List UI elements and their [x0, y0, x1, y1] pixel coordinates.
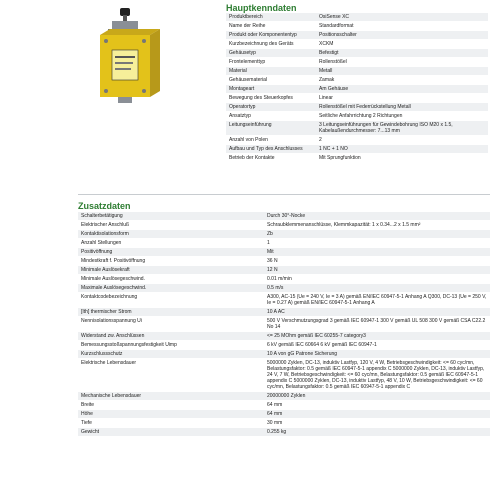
- table-row: [78, 332, 490, 341]
- spec-label: Operatortyp: [226, 103, 316, 112]
- spec-label: Material: [226, 67, 316, 76]
- table-row: [226, 31, 488, 40]
- table-row: [226, 85, 488, 94]
- spec-label: Kontaktisolationsform: [78, 230, 264, 239]
- spec-value: 0.01 m/min: [264, 275, 490, 284]
- spec-value: 500 V Verschmutzungsgrad 3 gemäß IEC 60947-1 300 V gemäß UL 508 300 V gemäß CSA C22.2 No 14: [264, 317, 490, 332]
- spec-label: Bemessungsstoßspannungsfestigkeit Uimp: [78, 341, 264, 350]
- position-switch-product-image: [60, 6, 170, 116]
- spec-label: Höhe: [78, 410, 264, 419]
- spec-label: Produktbereich: [226, 13, 316, 22]
- table-row: [78, 230, 490, 239]
- table-row: [78, 359, 490, 392]
- spec-value: Am Gehäuse: [316, 85, 488, 94]
- spec-label: Maximale Auslösegeschwind.: [78, 284, 264, 293]
- spec-label: Frontelementtyp: [226, 58, 316, 67]
- table-row: [78, 239, 490, 248]
- spec-value: Standardformat: [316, 22, 488, 31]
- table-row: [226, 58, 488, 67]
- spec-label: Produkt oder Komponententyp: [226, 31, 316, 40]
- spec-label: Elektrischer Anschluß: [78, 221, 264, 230]
- spec-label: Widerstand zw. Anschlüssen: [78, 332, 264, 341]
- spec-value: 2: [316, 136, 488, 145]
- table-row: [226, 76, 488, 85]
- spec-label: Kontaktcodebezeichnung: [78, 293, 264, 308]
- spec-value: Mit Sprungfunktion: [316, 154, 488, 163]
- spec-value: 20000000 Zyklen: [264, 392, 490, 401]
- spec-label: Nennisolationsspannung Ui: [78, 317, 264, 332]
- spec-label: Kurzbezeichnung des Geräts: [226, 40, 316, 49]
- table-row: [78, 212, 490, 221]
- spec-value: 5000000 Zyklen, DC-13, induktiv Lastfyp, 120 V, 4 W, Betriebsgeschwindigkeit: <= 60 cyc/mn, Belastungsfaktor: 0.5 gemäß IEC 60947-5-1 appendix C 5000000 Zyklen, DC-13, induktiv Lastfyp, 24 V, 7 W, Betriebsgeschwindigkeit: <= 60 cyc/mn, Belastungsfaktor: 0.5 gemäß IEC 60947-5-1 appendix C 5000000 Zyklen, DC-13, induktiv Lastfyp, 48 V, 10 W, Betriebsgeschwindigkeit: <= 60 cyc/mn, Belastungsfaktor: 0.5 gemäß IEC 60947-5-1 appendix C: [264, 359, 490, 392]
- spec-value: Durch 30°-Nocke: [264, 212, 490, 221]
- spec-label: Gewicht: [78, 428, 264, 437]
- table-row: [78, 221, 490, 230]
- spec-label: Positivöffnung: [78, 248, 264, 257]
- table-row: [78, 419, 490, 428]
- table-row: [226, 49, 488, 58]
- spec-value: 12 N: [264, 266, 490, 275]
- spec-value: 3 Leitungseinführungen für Gewindebohrung ISO M20 x 1.5, Kabelaußendurchmesser: 7...13 mm: [316, 121, 488, 136]
- table-row: [78, 410, 490, 419]
- spec-label: Name der Reihe: [226, 22, 316, 31]
- spec-value: OsiSense XC: [316, 13, 488, 22]
- table-row: [78, 401, 490, 410]
- table-row: [226, 154, 488, 163]
- spec-label: Leitungseinführung: [226, 121, 316, 136]
- spec-value: 64 mm: [264, 401, 490, 410]
- spec-label: Gehäusematerial: [226, 76, 316, 85]
- table-row: [78, 392, 490, 401]
- spec-value: A300, AC-15 (Ue = 240 V, Ie = 3 A) gemäß EN/IEC 60947-5-1 Anhang A Q300, DC-13 (Ue = 250 V, Ie = 0.27 A) gemäß EN/IEC 60947-5-1 Anhang A: [264, 293, 490, 308]
- spec-label: Bewegung des Steuerkopfes: [226, 94, 316, 103]
- zusatzdaten-title: Zusatzdaten: [78, 201, 131, 211]
- table-row: [78, 293, 490, 308]
- spec-label: Mechanische Lebensdauer: [78, 392, 264, 401]
- spec-value: Positionsschalter: [316, 31, 488, 40]
- table-row: [226, 22, 488, 31]
- spec-value: Rollenstößel: [316, 58, 488, 67]
- hauptkenndaten-table: [226, 13, 488, 163]
- zusatzdaten-table: [78, 212, 490, 437]
- spec-label: Gehäusetyp: [226, 49, 316, 58]
- spec-value: 36 N: [264, 257, 490, 266]
- table-row: [78, 341, 490, 350]
- table-row: [226, 103, 488, 112]
- table-row: [78, 428, 490, 437]
- table-row: [78, 308, 490, 317]
- table-row: [78, 317, 490, 332]
- table-row: [226, 121, 488, 136]
- table-row: [78, 248, 490, 257]
- spec-value: Metall: [316, 67, 488, 76]
- spec-label: Schalterbetätigung: [78, 212, 264, 221]
- spec-label: Anzahl von Polen: [226, 136, 316, 145]
- spec-value: Mit: [264, 248, 490, 257]
- spec-value: 6 kV gemäß IEC 60664 6 kV gemäß IEC 60947-1: [264, 341, 490, 350]
- table-row: [78, 350, 490, 359]
- table-row: [226, 136, 488, 145]
- hauptkenndaten-title: Hauptkenndaten: [226, 3, 297, 13]
- spec-value: Linear: [316, 94, 488, 103]
- spec-value: Befestigt: [316, 49, 488, 58]
- spec-value: <= 25 MOhm gemäß IEC 60255-7 category3: [264, 332, 490, 341]
- spec-label: Betrieb der Kontakte: [226, 154, 316, 163]
- spec-value: 64 mm: [264, 410, 490, 419]
- spec-label: Mindestkraft f. Positivöffnung: [78, 257, 264, 266]
- spec-label: Aufbau und Typ des Anschlusses: [226, 145, 316, 154]
- section-divider: [78, 194, 490, 195]
- spec-value: 0.255 kg: [264, 428, 490, 437]
- spec-value: 10 A AC: [264, 308, 490, 317]
- spec-label: Minimale Auslösekraft: [78, 266, 264, 275]
- spec-label: [Ith] thermischer Strom: [78, 308, 264, 317]
- spec-value: 30 mm: [264, 419, 490, 428]
- table-row: [78, 257, 490, 266]
- table-row: [78, 284, 490, 293]
- table-row: [78, 275, 490, 284]
- spec-label: Montageart: [226, 85, 316, 94]
- spec-label: Breite: [78, 401, 264, 410]
- table-row: [226, 94, 488, 103]
- spec-label: Anzahl Stellungen: [78, 239, 264, 248]
- table-row: [226, 40, 488, 49]
- table-row: [78, 266, 490, 275]
- spec-value: XCKM: [316, 40, 488, 49]
- spec-label: Ansatztyp: [226, 112, 316, 121]
- spec-label: Kurzschlussschutz: [78, 350, 264, 359]
- spec-value: 1 NC + 1 NO: [316, 145, 488, 154]
- table-row: [226, 145, 488, 154]
- spec-value: 1: [264, 239, 490, 248]
- spec-value: Zamak: [316, 76, 488, 85]
- table-row: [226, 112, 488, 121]
- spec-label: Minimale Auslösegeschwind.: [78, 275, 264, 284]
- spec-value: Zb: [264, 230, 490, 239]
- spec-value: 10 A von gG Patrone Sicherung: [264, 350, 490, 359]
- table-row: [226, 67, 488, 76]
- spec-value: Seitliche Anfahrrichtung 2 Richtungen: [316, 112, 488, 121]
- spec-value: Schraubklemmenanschlüsse, Klemmkapazität: 1 x 0.34...2 x 1.5 mm²: [264, 221, 490, 230]
- table-row: [226, 13, 488, 22]
- spec-label: Tiefe: [78, 419, 264, 428]
- spec-label: Elektrische Lebensdauer: [78, 359, 264, 392]
- spec-value: Rollenstößel mit Federrückstellung Metall: [316, 103, 488, 112]
- spec-value: 0.5 m/s: [264, 284, 490, 293]
